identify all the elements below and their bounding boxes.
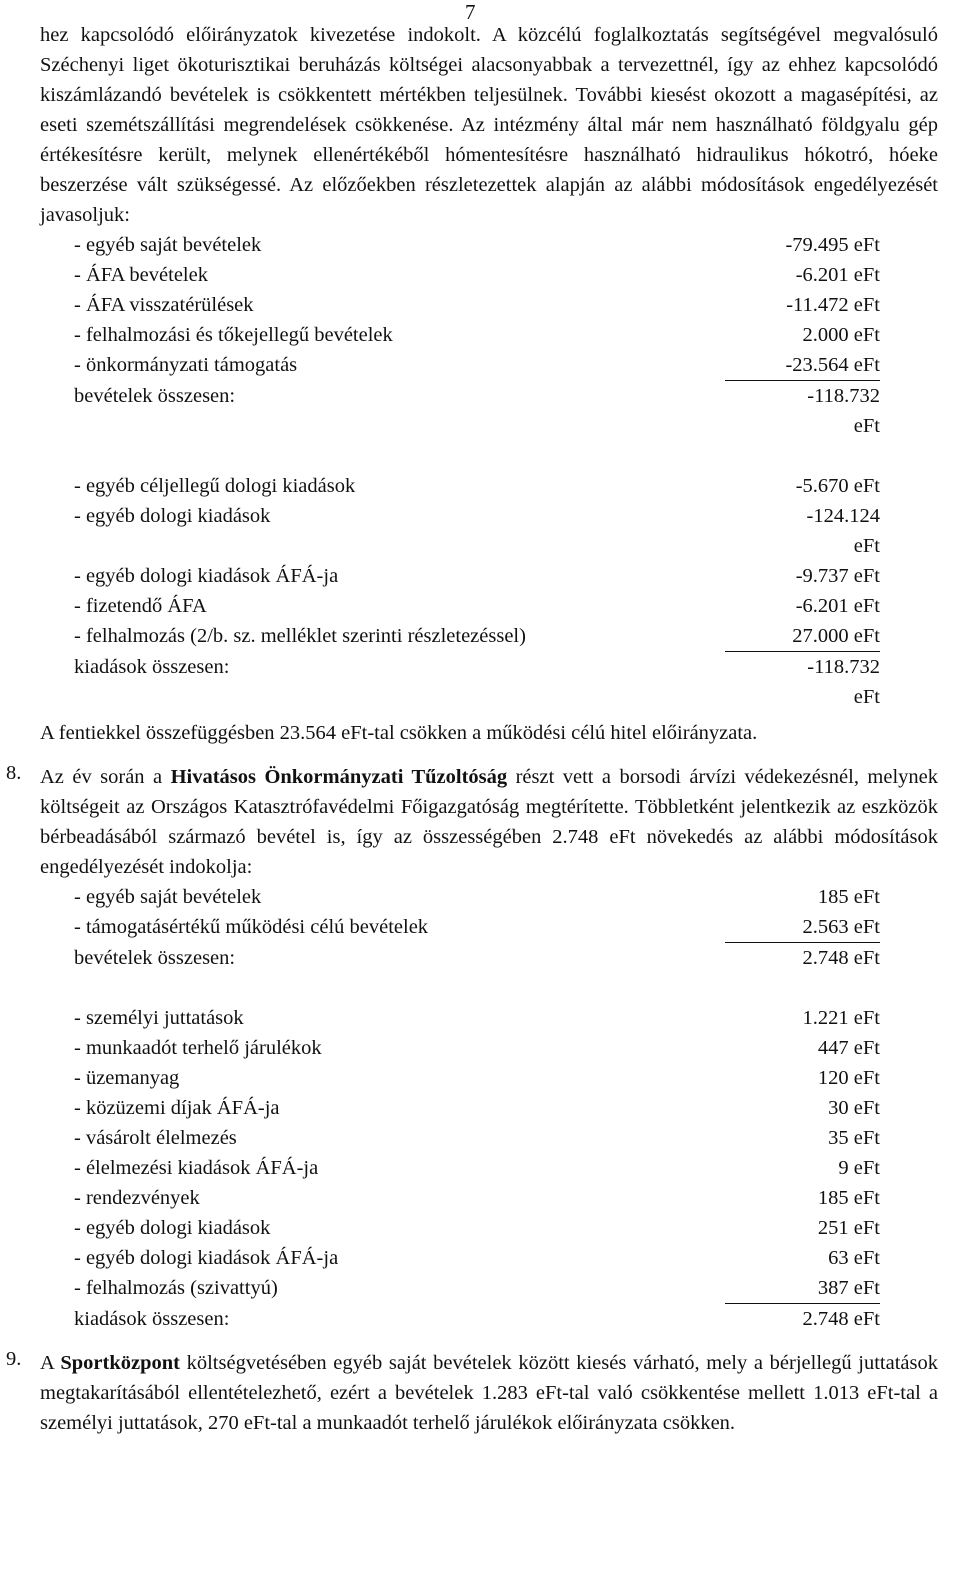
row-label: - egyéb saját bevételek: [74, 234, 262, 256]
row-amount: 251 eFt: [817, 1217, 880, 1239]
institution-name: Hivatásos Önkormányzati Tűzoltóság: [170, 766, 508, 788]
row-amount: 120 eFt: [817, 1067, 880, 1089]
ledger-row: [74, 1033, 880, 1063]
row-label: - felhalmozás (2/b. sz. melléklet szerinti részletezéssel): [74, 625, 526, 647]
row-amount: 1.221 eFt: [802, 1007, 880, 1029]
row-label: - közüzemi díjak ÁFÁ-ja: [74, 1097, 280, 1119]
institution-name: Sportközpont: [60, 1352, 180, 1374]
row-amount: 185 eFt: [817, 886, 880, 908]
page-number: 7: [465, 0, 476, 24]
ledger-row: [74, 230, 880, 260]
document-body: [6, 20, 938, 1438]
row-label: - felhalmozás (szivattyú): [74, 1277, 278, 1299]
total-label: bevételek összesen:: [74, 384, 236, 407]
row-amount: 387 eFt: [725, 1273, 880, 1304]
section8-income-total-row: [74, 943, 880, 974]
row-amount: 9 eFt: [838, 1157, 880, 1179]
ledger-row: [74, 1183, 880, 1213]
row-label: - rendezvények: [74, 1187, 200, 1209]
section8-expense-total-row: [74, 1304, 880, 1335]
row-label: - munkaadót terhelő járulékok: [74, 1037, 322, 1059]
row-label: - ÁFA visszatérülések: [74, 294, 254, 316]
row-label: - vásárolt élelmezés: [74, 1127, 237, 1149]
section7-expense-total-row: [74, 652, 880, 713]
total-amount: 2.748 eFt: [802, 1308, 880, 1330]
ledger-row: [74, 1003, 880, 1033]
row-label: - egyéb saját bevételek: [74, 886, 262, 908]
row-amount: 2.563 eFt: [725, 912, 880, 943]
ledger-row: [74, 1273, 880, 1304]
row-label: - egyéb céljellegű dologi kiadások: [74, 475, 356, 497]
total-label: kiadások összesen:: [74, 1307, 230, 1330]
row-amount: 2.000 eFt: [802, 324, 880, 346]
ledger-row: [74, 1063, 880, 1093]
ledger-row: [74, 350, 880, 381]
ledger-row: [74, 1153, 880, 1183]
row-label: - ÁFA bevételek: [74, 264, 208, 286]
row-amount: 63 eFt: [828, 1247, 880, 1269]
row-amount: -124.124 eFt: [806, 505, 880, 557]
row-amount: 35 eFt: [828, 1127, 880, 1149]
row-amount: -6.201 eFt: [795, 595, 880, 617]
ledger-row: [74, 1123, 880, 1153]
ledger-row: [74, 882, 880, 912]
row-amount: 185 eFt: [817, 1187, 880, 1209]
section-8: [6, 762, 938, 882]
section8-paragraph: Az év során a Hivatásos Önkormányzati Tűzoltóság részt vett a borsodi árvízi védekezésnél, melynek költségeit az Országos Katasztrófavédelmi Főigazgatóság megtérítette. Többletként jelentkezik az eszközök bérbeadásából származó bevétel is, így az összességében 2.748 eFt növekedés az alábbi módosítások engedélyezését indokolja:: [40, 766, 938, 878]
row-amount: 447 eFt: [817, 1037, 880, 1059]
row-amount: -11.472 eFt: [786, 294, 880, 316]
row-label: - önkormányzati támogatás: [74, 354, 298, 376]
row-label: - egyéb dologi kiadások ÁFÁ-ja: [74, 1247, 339, 1269]
ledger-row: [74, 320, 880, 350]
total-label: kiadások összesen:: [74, 655, 230, 678]
section8-table: [74, 882, 880, 1334]
ledger-row: [74, 912, 880, 943]
section7-conclusion: A fentiekkel összefüggésben 23.564 eFt-tal csökken a működési célú hitel előirányzata.: [40, 722, 758, 744]
section7-income-total-row: [74, 381, 880, 442]
row-label: - egyéb dologi kiadások ÁFÁ-ja: [74, 565, 339, 587]
ledger-row: [74, 1213, 880, 1243]
total-label: bevételek összesen:: [74, 946, 236, 969]
row-amount: -79.495 eFt: [785, 234, 880, 256]
row-label: - felhalmozási és tőkejellegű bevételek: [74, 324, 393, 346]
ledger-row: [74, 471, 880, 501]
ledger-row: [74, 1243, 880, 1273]
section-number: 9.: [6, 1348, 22, 1370]
row-amount: -6.201 eFt: [795, 264, 880, 286]
row-label: - egyéb dologi kiadások: [74, 505, 271, 527]
ledger-row: [74, 591, 880, 621]
row-amount: 27.000 eFt: [725, 621, 880, 652]
row-label: - fizetendő ÁFA: [74, 595, 207, 617]
row-label: - üzemanyag: [74, 1067, 180, 1089]
row-label: - egyéb dologi kiadások: [74, 1217, 271, 1239]
section7-expense-wrap-row: [74, 501, 880, 561]
total-amount: -118.732 eFt: [807, 385, 880, 437]
row-label: - támogatásértékű működési célú bevételek: [74, 916, 429, 938]
ledger-row: [74, 260, 880, 290]
ledger-row: [74, 1093, 880, 1123]
section-number: 8.: [6, 762, 22, 784]
row-amount: -5.670 eFt: [795, 475, 880, 497]
row-amount: -9.737 eFt: [795, 565, 880, 587]
section-9: [6, 1348, 938, 1438]
intro-paragraph: hez kapcsolódó előirányzatok kivezetése indokolt. A közcélú foglalkoztatás segítségével megvalósuló Széchenyi liget ökoturisztikai beruházás költségei alacsonyabbak a tervezettnél, így az ehhez kapcsolódó kiszámlázandó bevételek is csökkentett mértékben teljesülnek. További kiesést okozott a magasépítési, az eseti szemétszállítási megrendelések csökkenése. Az intézmény által már nem használható földgyalu gép értékesítésre került, melynek ellenértékéből hómentesítésre használható hidraulikus hókotró, hóeke beszerzése vált szükségessé. Az előzőekben részletezettek alapján az alábbi módosítások engedélyezését javasoljuk:: [40, 24, 938, 226]
total-amount: -118.732 eFt: [807, 656, 880, 708]
row-label: - személyi juttatások: [74, 1007, 244, 1029]
row-amount: 30 eFt: [828, 1097, 880, 1119]
ledger-row: [74, 561, 880, 591]
row-amount: -23.564 eFt: [725, 350, 880, 381]
total-amount: 2.748 eFt: [802, 947, 880, 969]
section7-income-table: [74, 230, 880, 712]
ledger-row: [74, 290, 880, 320]
section9-paragraph: A Sportközpont költségvetésében egyéb saját bevételek között kiesés várható, mely a bérjellegű juttatások megtakarításából ellentételezhető, ezért a bevételek 1.283 eFt-tal való csökkentése mellett 1.013 eFt-tal a személyi juttatások, 270 eFt-tal a munkaadót terhelő járulékok előirányzata csökken.: [40, 1352, 938, 1434]
ledger-row: [74, 621, 880, 652]
row-label: - élelmezési kiadások ÁFÁ-ja: [74, 1157, 319, 1179]
